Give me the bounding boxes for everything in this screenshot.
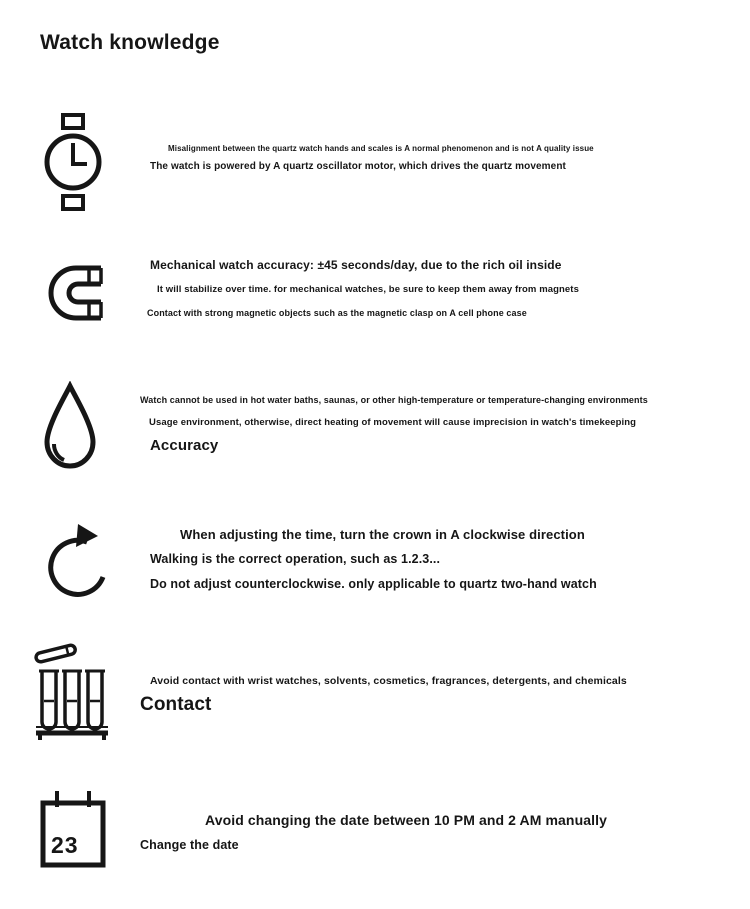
magnet-contact-line: Contact with strong magnetic objects such as the magnetic clasp on A cell phone case <box>147 308 527 318</box>
test-tubes-icon <box>34 643 112 741</box>
adjust-time-line: When adjusting the time, turn the crown in A clockwise direction <box>180 527 585 542</box>
counterclockwise-warning-line: Do not adjust counterclockwise. only applicable to quartz two-hand watch <box>150 577 597 591</box>
change-date-heading: Change the date <box>140 838 239 852</box>
usage-environment-line: Usage environment, otherwise, direct heating of movement will cause imprecision in watch's timekeeping <box>149 417 637 428</box>
water-drop-icon <box>42 381 98 471</box>
quartz-movement-line: The watch is powered by A quartz oscillator motor, which drives the quartz movement <box>150 161 566 172</box>
magnet-stabilize-line: It will stabilize over time. for mechanical watches, be sure to keep them away from magnets <box>157 284 579 295</box>
accuracy-heading: Accuracy <box>150 437 219 454</box>
calendar-day-number: 23 <box>51 832 79 858</box>
chemicals-warning-line: Avoid contact with wrist watches, solvents, cosmetics, fragrances, detergents, and chemicals <box>150 675 627 687</box>
clockwise-arrow-icon <box>45 521 109 599</box>
magnet-accuracy-line: Mechanical watch accuracy: ±45 seconds/day, due to the rich oil inside <box>150 258 562 272</box>
quartz-misalignment-note: Misalignment between the quartz watch hands and scales is A normal phenomenon and is not A quality issue <box>168 144 594 153</box>
calendar-icon <box>40 788 106 870</box>
page-title: Watch knowledge <box>40 31 220 54</box>
date-change-warning-line: Avoid changing the date between 10 PM and 2 AM manually <box>205 812 607 828</box>
temperature-warning-line: Watch cannot be used in hot water baths, saunas, or other high-temperature or temperature-changing environments <box>140 395 648 405</box>
contact-heading: Contact <box>140 694 212 715</box>
magnet-icon <box>44 261 104 325</box>
walking-operation-line: Walking is the correct operation, such as 1.2.3... <box>150 552 441 566</box>
wristwatch-icon <box>44 112 102 212</box>
